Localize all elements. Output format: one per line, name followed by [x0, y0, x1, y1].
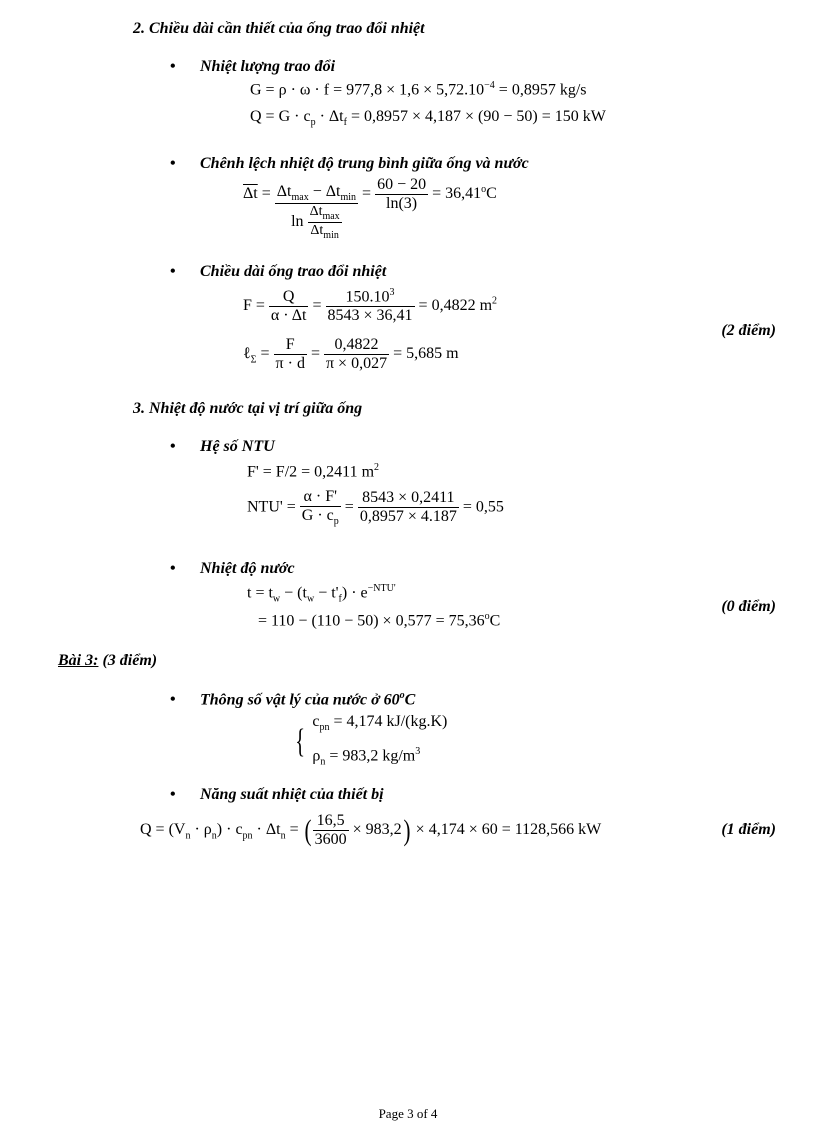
bullet-water-properties: • Thông số vật lý của nước ở 60$^o$C	[170, 690, 416, 709]
points-problem-3: (1 điểm)	[721, 821, 776, 838]
section-2-heading: 2. Chiều dài cần thiết của ống trao đổi nhiệt	[133, 20, 425, 37]
problem-3-heading: Bài 3: (3 điểm)	[58, 652, 158, 669]
equation-Q: $Q = G \cdot c_p \cdot \Delta t_f = 0,8957 \times 4,187 \times (90 - 50) = 150$ kW	[250, 108, 606, 129]
equation-length: ℓ$_\Sigma$ = $\frac{F}{\pi \cdot d}$ = $\frac{0,4822}{\pi \times 0,027}$ = 5,685 m	[243, 336, 459, 372]
bullet-mean-temp-diff: • Chênh lệch nhiệt độ trung bình giữa ống và nước	[170, 155, 529, 172]
bullet-title: Nhiệt lượng trao đổi	[200, 58, 336, 75]
bullet-water-temp: • Nhiệt độ nước	[170, 560, 295, 577]
equation-t-general: $t = t_w - (t_w - t'_f) \cdot e^{-NTU'}$	[247, 583, 396, 605]
bullet-title: Hệ số NTU	[200, 438, 275, 455]
page-footer: Page 3 of 4	[378, 1106, 438, 1121]
bullet-ntu: • Hệ số NTU	[170, 438, 275, 455]
bullet-tube-length: • Chiều dài ống trao đổi nhiệt	[170, 263, 387, 280]
bullet-heat-exchange: • Nhiệt lượng trao đổi	[170, 58, 336, 75]
equation-F-prime: F' = F/2 = 0,2411 $m^2$	[247, 462, 380, 481]
bullet-title: Thông số vật lý của nước ở 60	[200, 691, 400, 709]
points-section-3: (0 điểm)	[721, 598, 776, 615]
section-3-heading: 3. Nhiệt độ nước tại vị trí giữa ống	[133, 400, 363, 417]
equation-t-value: = $110 - (110 - 50) \times 0,577 = 75,36^oC$	[258, 611, 501, 630]
equation-G: $G = \rho \cdot \omega \cdot f = 977,8 \times 1,6 \times 5,72.10^{-4} = 0,8957$ kg/s	[250, 80, 587, 99]
equation-Q-device: $Q = (V_n \cdot \rho_n) \cdot c_{pn} \cdot \Delta t_n$ = ( $\frac{16,5}{3600}$ × 983,2) × 4,174 × 60 = 1128,566 kW	[140, 812, 602, 848]
bullet-title: Nhiệt độ nước	[200, 560, 295, 577]
equation-NTU: NTU' = $\frac{\alpha \cdot F'}{G \cdot c_p}$ = $\frac{8543 \times 0,2411}{0,8957 \times 4.187}$ = 0,55	[247, 488, 504, 528]
bullet-title: Chênh lệch nhiệt độ trung bình giữa ống và nước	[200, 155, 529, 172]
bullet-heat-capacity: • Năng suất nhiệt của thiết bị	[170, 786, 384, 803]
equation-mean-delta-t: $\overline{\Delta t}$ = $\Delta t_{max} - \Delta t_{min}$ ln $\frac{\Delta t_{max}}{\Delta t_{min}}$ = $\frac{60 - 20}{\ln(3)}$ = $36,41^oC$	[243, 176, 497, 241]
equation-properties-system: { $c_{pn} = 4,174$ kJ/(kg.K) $\rho_n = 983,2$ $kg/m^3$	[295, 713, 448, 768]
bullet-title: Chiều dài ống trao đổi nhiệt	[200, 263, 387, 280]
points-section-2: (2 điểm)	[721, 322, 776, 339]
equation-F: F = $\frac{Q}{\alpha \cdot \Delta t}$ = $\frac{150.10^3}{8543 \times 36,41}$ = 0,4822 $m^2$	[243, 287, 498, 325]
bullet-title: Năng suất nhiệt của thiết bị	[200, 786, 384, 803]
